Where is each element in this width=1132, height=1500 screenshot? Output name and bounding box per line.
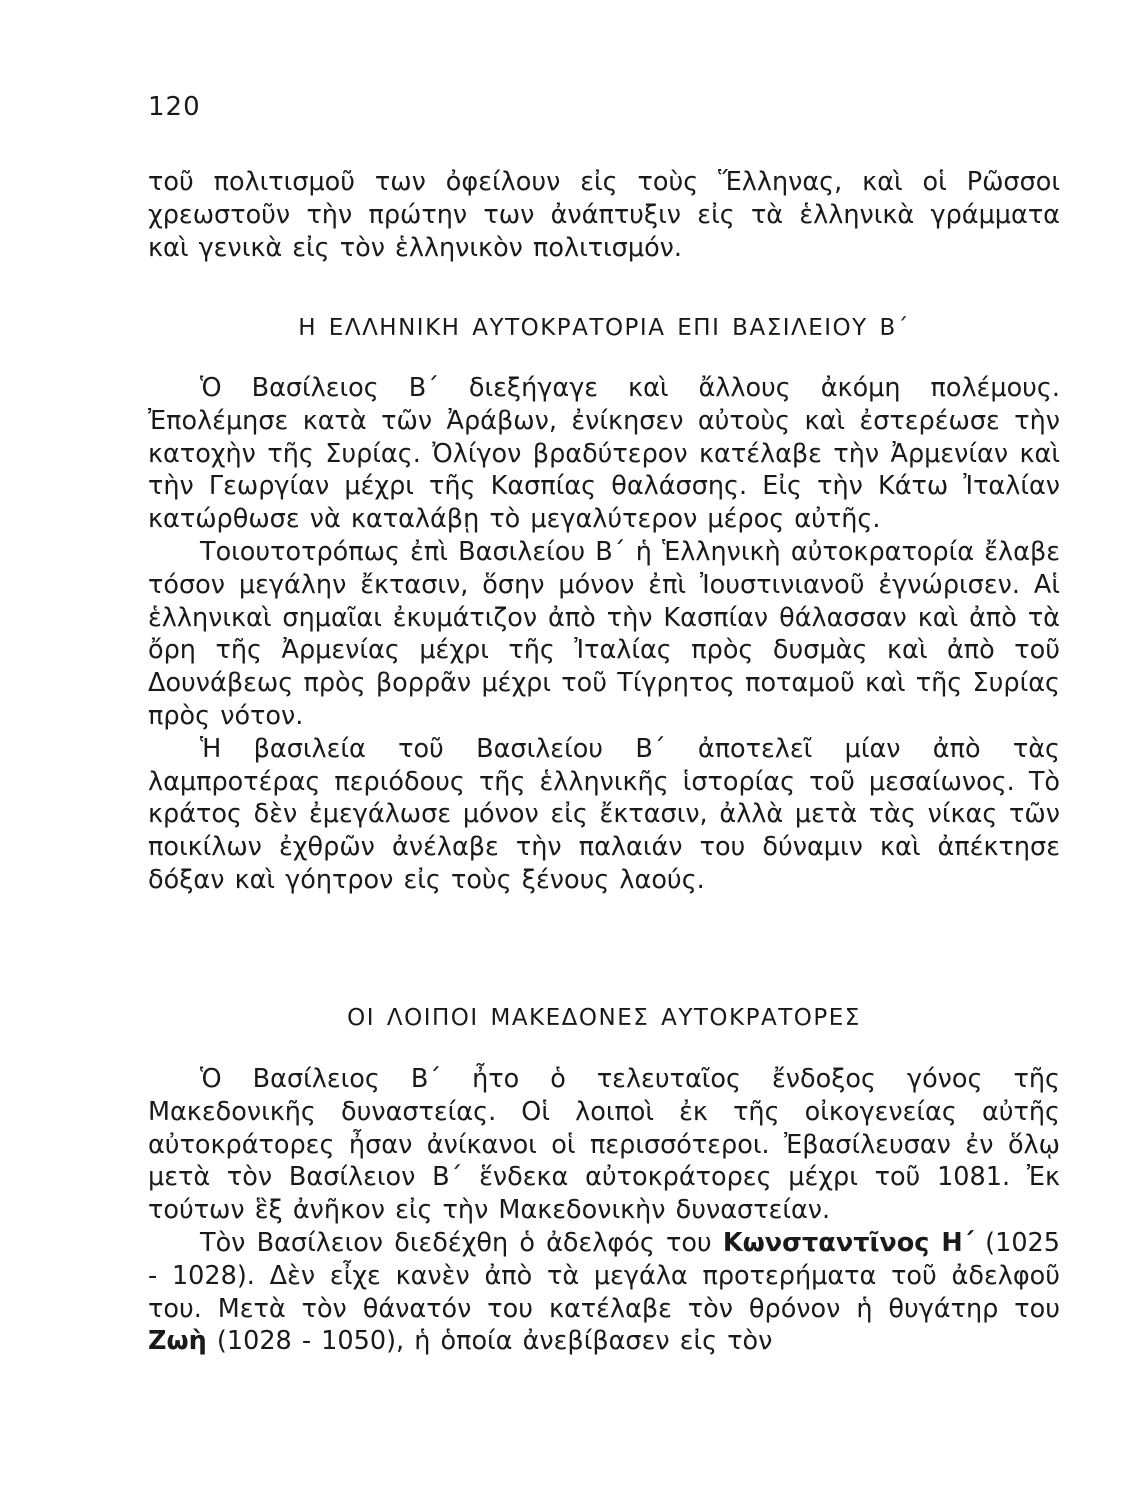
- paragraph-basil-reign: Ἡ βασιλεία τοῦ Βασιλείου Β΄ ἀποτελεῖ μίαν ἀπὸ τὰς λαμπροτέρας περιόδους τῆς ἑλληνικῆς ἱστορίας τοῦ μεσαίωνος. Τὸ κράτος δὲν ἐμεγάλωσε μόνον εἰς ἔκτασιν, ἀλλὰ μετὰ τὰς νίκας τῶν ποικίλων ἐχθρῶν ἀνέλαβε τὴν παλαιάν του δύναμιν καὶ ἀπέκτησε δόξαν καὶ γόητρον εἰς τοὺς ξένους λαούς.: [148, 733, 1060, 895]
- succession-text-b: (1025 - 1028). Δὲν εἶχε κανὲν ἀπὸ τὰ μεγάλα προτερήματα τοῦ ἀδελφοῦ του. Μετὰ τὸν θάνατόν του κατέλαβε τὸν θρόνον ἡ θυγάτηρ του: [148, 1227, 1061, 1324]
- paragraph-continuation: τοῦ πολιτισμοῦ των ὀφείλουν εἰς τοὺς Ἕλληνας, καὶ οἱ Ρῶσσοι χρεωστοῦν τὴν πρώτην των ἀνάπτυξιν εἰς τὰ ἑλληνικὰ γράμματα καὶ γενικὰ εἰς τὸν ἑλληνικὸν πολιτισμόν.: [148, 167, 1060, 263]
- succession-text-a: Τὸν Βασίλειον διεδέχθη ὁ ἀδελφός του: [200, 1227, 723, 1258]
- page-number: 120: [148, 92, 201, 122]
- other-emperors-section-text: [148, 1063, 1060, 1358]
- section-heading-other-emperors: ΟΙ ΛΟΙΠΟΙ ΜΑΚΕΔΟΝΕΣ ΑΥΤΟΚΡΑΤΟΡΕΣ: [347, 1005, 861, 1031]
- opening-paragraph-block: [148, 166, 1060, 264]
- basil-section-text: [148, 372, 1060, 897]
- emperor-name-constantine: Κωνσταντῖνος Η΄: [722, 1227, 974, 1258]
- paragraph-empire-extent: Τοιουτοτρόπως ἐπὶ Βασιλείου Β΄ ἡ Ἑλληνικὴ αὐτοκρατορία ἔλαβε τόσον μεγάλην ἔκτασιν, ὅσην μόνον ἐπὶ Ἰουστινιανοῦ ἐγνώρισεν. Αἱ ἑλληνικαὶ σημαῖαι ἐκυμάτιζον ἀπὸ τὴν Κασπίαν θάλασσαν καὶ ἀπὸ τὰ ὄρη τῆς Ἀρμενίας μέχρι τῆς Ἰταλίας πρὸς δυσμὰς καὶ ἀπὸ τοῦ Δουνάβεως πρὸς βορρᾶν μέχρι τοῦ Τίγρητος ποταμοῦ καὶ τῆς Συρίας πρὸς νότον.: [148, 536, 1060, 731]
- succession-text-c: (1028 - 1050), ἡ ὁποία ἀνεβίβασεν εἰς τὸν: [206, 1326, 773, 1357]
- section-heading-basil-empire: Η ΕΛΛΗΝΙΚΗ ΑΥΤΟΚΡΑΤΟΡΙΑ ΕΠΙ ΒΑΣΙΛΕΙΟΥ Β΄: [298, 315, 910, 341]
- paragraph-basil-wars: Ὁ Βασίλειος Β΄ διεξήγαγε καὶ ἄλλους ἀκόμη πολέμους. Ἐπολέμησε κατὰ τῶν Ἀράβων, ἐνίκησεν αὐτοὺς καὶ ἐστερέωσε τὴν κατοχὴν τῆς Συρίας. Ὀλίγον βραδύτερον κατέλαβε τὴν Ἀρμενίαν καὶ τὴν Γεωργίαν μέχρι τῆς Κασπίας θαλάσσης. Εἰς τὴν Κάτω Ἰταλίαν κατώρθωσε νὰ καταλάβῃ τὸ μεγαλύτερον μέρος αὐτῆς.: [148, 373, 1060, 535]
- paragraph-macedonian-dynasty: Ὁ Βασίλειος Β΄ ἦτο ὁ τελευταῖος ἔνδοξος γόνος τῆς Μακεδονικῆς δυναστείας. Οἱ λοιποὶ ἐκ τῆς οἰκογενείας αὐτῆς αὐτοκράτορες ἦσαν ἀνίκανοι οἱ περισσότεροι. Ἐβασίλευσαν ἐν ὅλῳ μετὰ τὸν Βασίλειον Β΄ ἕνδεκα αὐτοκράτορες μέχρι τοῦ 1081. Ἐκ τούτων ἓξ ἀνῆκον εἰς τὴν Μακεδονικὴν δυναστείαν.: [148, 1064, 1060, 1226]
- paragraph-succession: [148, 1227, 1060, 1358]
- empress-name-zoe: Ζωὴ: [148, 1326, 207, 1357]
